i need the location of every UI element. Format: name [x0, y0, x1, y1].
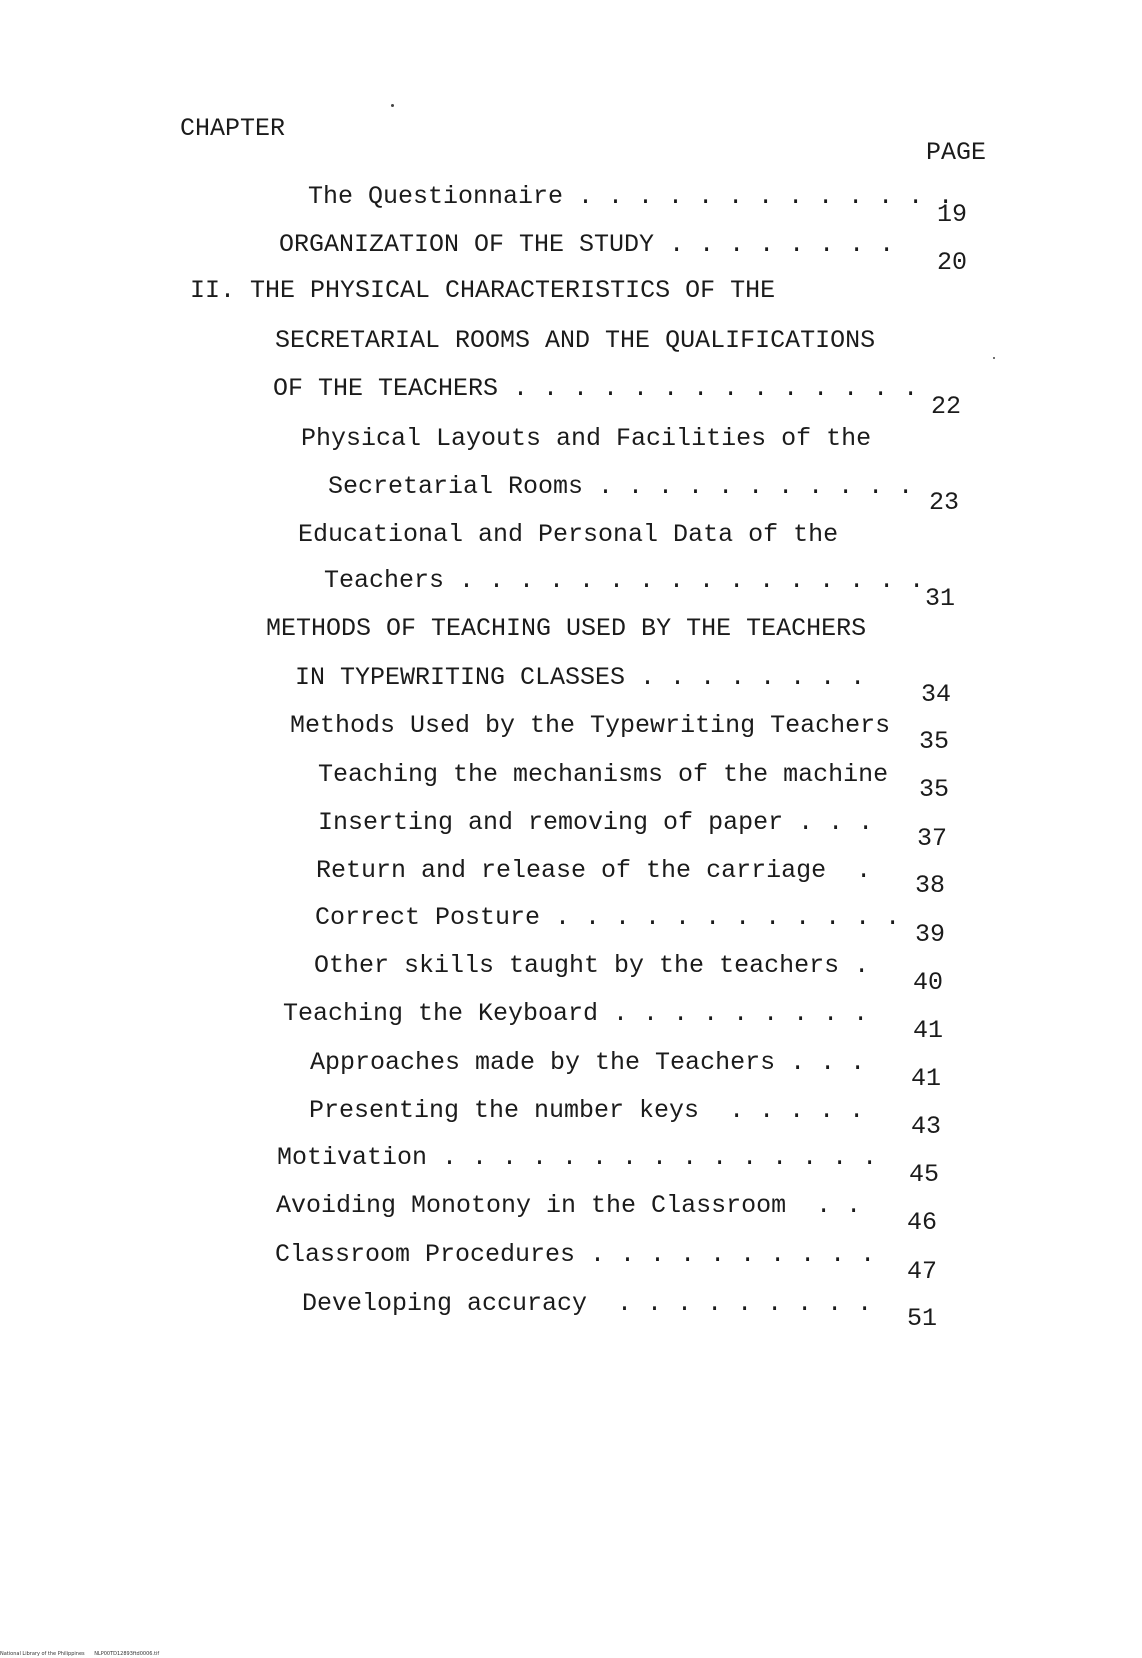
- toc-entry-text: IN TYPEWRITING CLASSES . . . . . . . .: [295, 663, 866, 692]
- toc-entry-page: 35: [919, 727, 950, 756]
- toc-entry-text: II. THE PHYSICAL CHARACTERISTICS OF THE: [190, 276, 776, 305]
- footer-file-id: NLP00TD12893ftd0006.tif: [94, 1651, 160, 1657]
- scan-speck: [391, 104, 394, 107]
- toc-entry-text: OF THE TEACHERS . . . . . . . . . . . . . .: [273, 374, 919, 403]
- toc-entry-text: ORGANIZATION OF THE STUDY . . . . . . . .: [279, 230, 895, 259]
- toc-entry-text: SECRETARIAL ROOMS AND THE QUALIFICATIONS: [275, 326, 876, 355]
- toc-entry-text: Motivation . . . . . . . . . . . . . . .: [277, 1143, 878, 1172]
- toc-entry-text: Teachers . . . . . . . . . . . . . . . .: [324, 566, 925, 595]
- toc-entry-page: 45: [909, 1160, 940, 1189]
- toc-entry-page: 39: [915, 920, 946, 949]
- toc-entry-page: 47: [907, 1257, 938, 1286]
- toc-entry-page: 38: [915, 871, 946, 900]
- toc-entry-page: 22: [931, 392, 962, 421]
- page-label: PAGE: [926, 138, 987, 167]
- toc-entry-text: Other skills taught by the teachers .: [314, 951, 870, 980]
- toc-entry-page: 37: [917, 824, 948, 853]
- toc-entry-text: Physical Layouts and Facilities of the: [301, 424, 872, 453]
- toc-entry-text: Presenting the number keys . . . . .: [309, 1096, 865, 1125]
- footer-library: National Library of the Philippines: [0, 1651, 85, 1657]
- toc-entry-text: Teaching the mechanisms of the machine: [318, 760, 889, 789]
- toc-entry-page: 41: [911, 1064, 942, 1093]
- toc-entry-text: Methods Used by the Typewriting Teachers: [290, 711, 891, 740]
- toc-entry-text: The Questionnaire . . . . . . . . . . . . .: [308, 182, 954, 211]
- toc-entry-page: 40: [913, 968, 944, 997]
- toc-entry-page: 43: [911, 1112, 942, 1141]
- toc-entry-page: 46: [907, 1208, 938, 1237]
- toc-entry-page: 41: [913, 1016, 944, 1045]
- toc-entry-text: Avoiding Monotony in the Classroom . .: [276, 1191, 862, 1220]
- toc-entry-page: 34: [921, 680, 952, 709]
- toc-entry-page: 23: [929, 488, 960, 517]
- scan-footer: [0, 1650, 159, 1658]
- toc-entry-page: 20: [937, 248, 968, 277]
- chapter-label: CHAPTER: [180, 114, 286, 143]
- toc-entry-page: 35: [919, 775, 950, 804]
- toc-entry-text: METHODS OF TEACHING USED BY THE TEACHERS: [266, 614, 867, 643]
- toc-entry-text: Correct Posture . . . . . . . . . . . .: [315, 903, 901, 932]
- toc-entry-text: Inserting and removing of paper . . .: [318, 808, 874, 837]
- toc-entry-text: Approaches made by the Teachers . . .: [310, 1048, 866, 1077]
- toc-entry-text: Teaching the Keyboard . . . . . . . . .: [283, 999, 869, 1028]
- toc-entry-page: 31: [925, 584, 956, 613]
- toc-entry-text: Educational and Personal Data of the: [298, 520, 839, 549]
- toc-entry-page: 51: [907, 1304, 938, 1333]
- toc-entry-text: Return and release of the carriage .: [316, 856, 872, 885]
- toc-entry-text: Classroom Procedures . . . . . . . . . .: [275, 1240, 876, 1269]
- toc-entry-text: Developing accuracy . . . . . . . . .: [302, 1289, 873, 1318]
- toc-entry-page: 19: [937, 200, 968, 229]
- toc-entry-text: Secretarial Rooms . . . . . . . . . . .: [328, 472, 914, 501]
- scan-speck: [993, 357, 995, 359]
